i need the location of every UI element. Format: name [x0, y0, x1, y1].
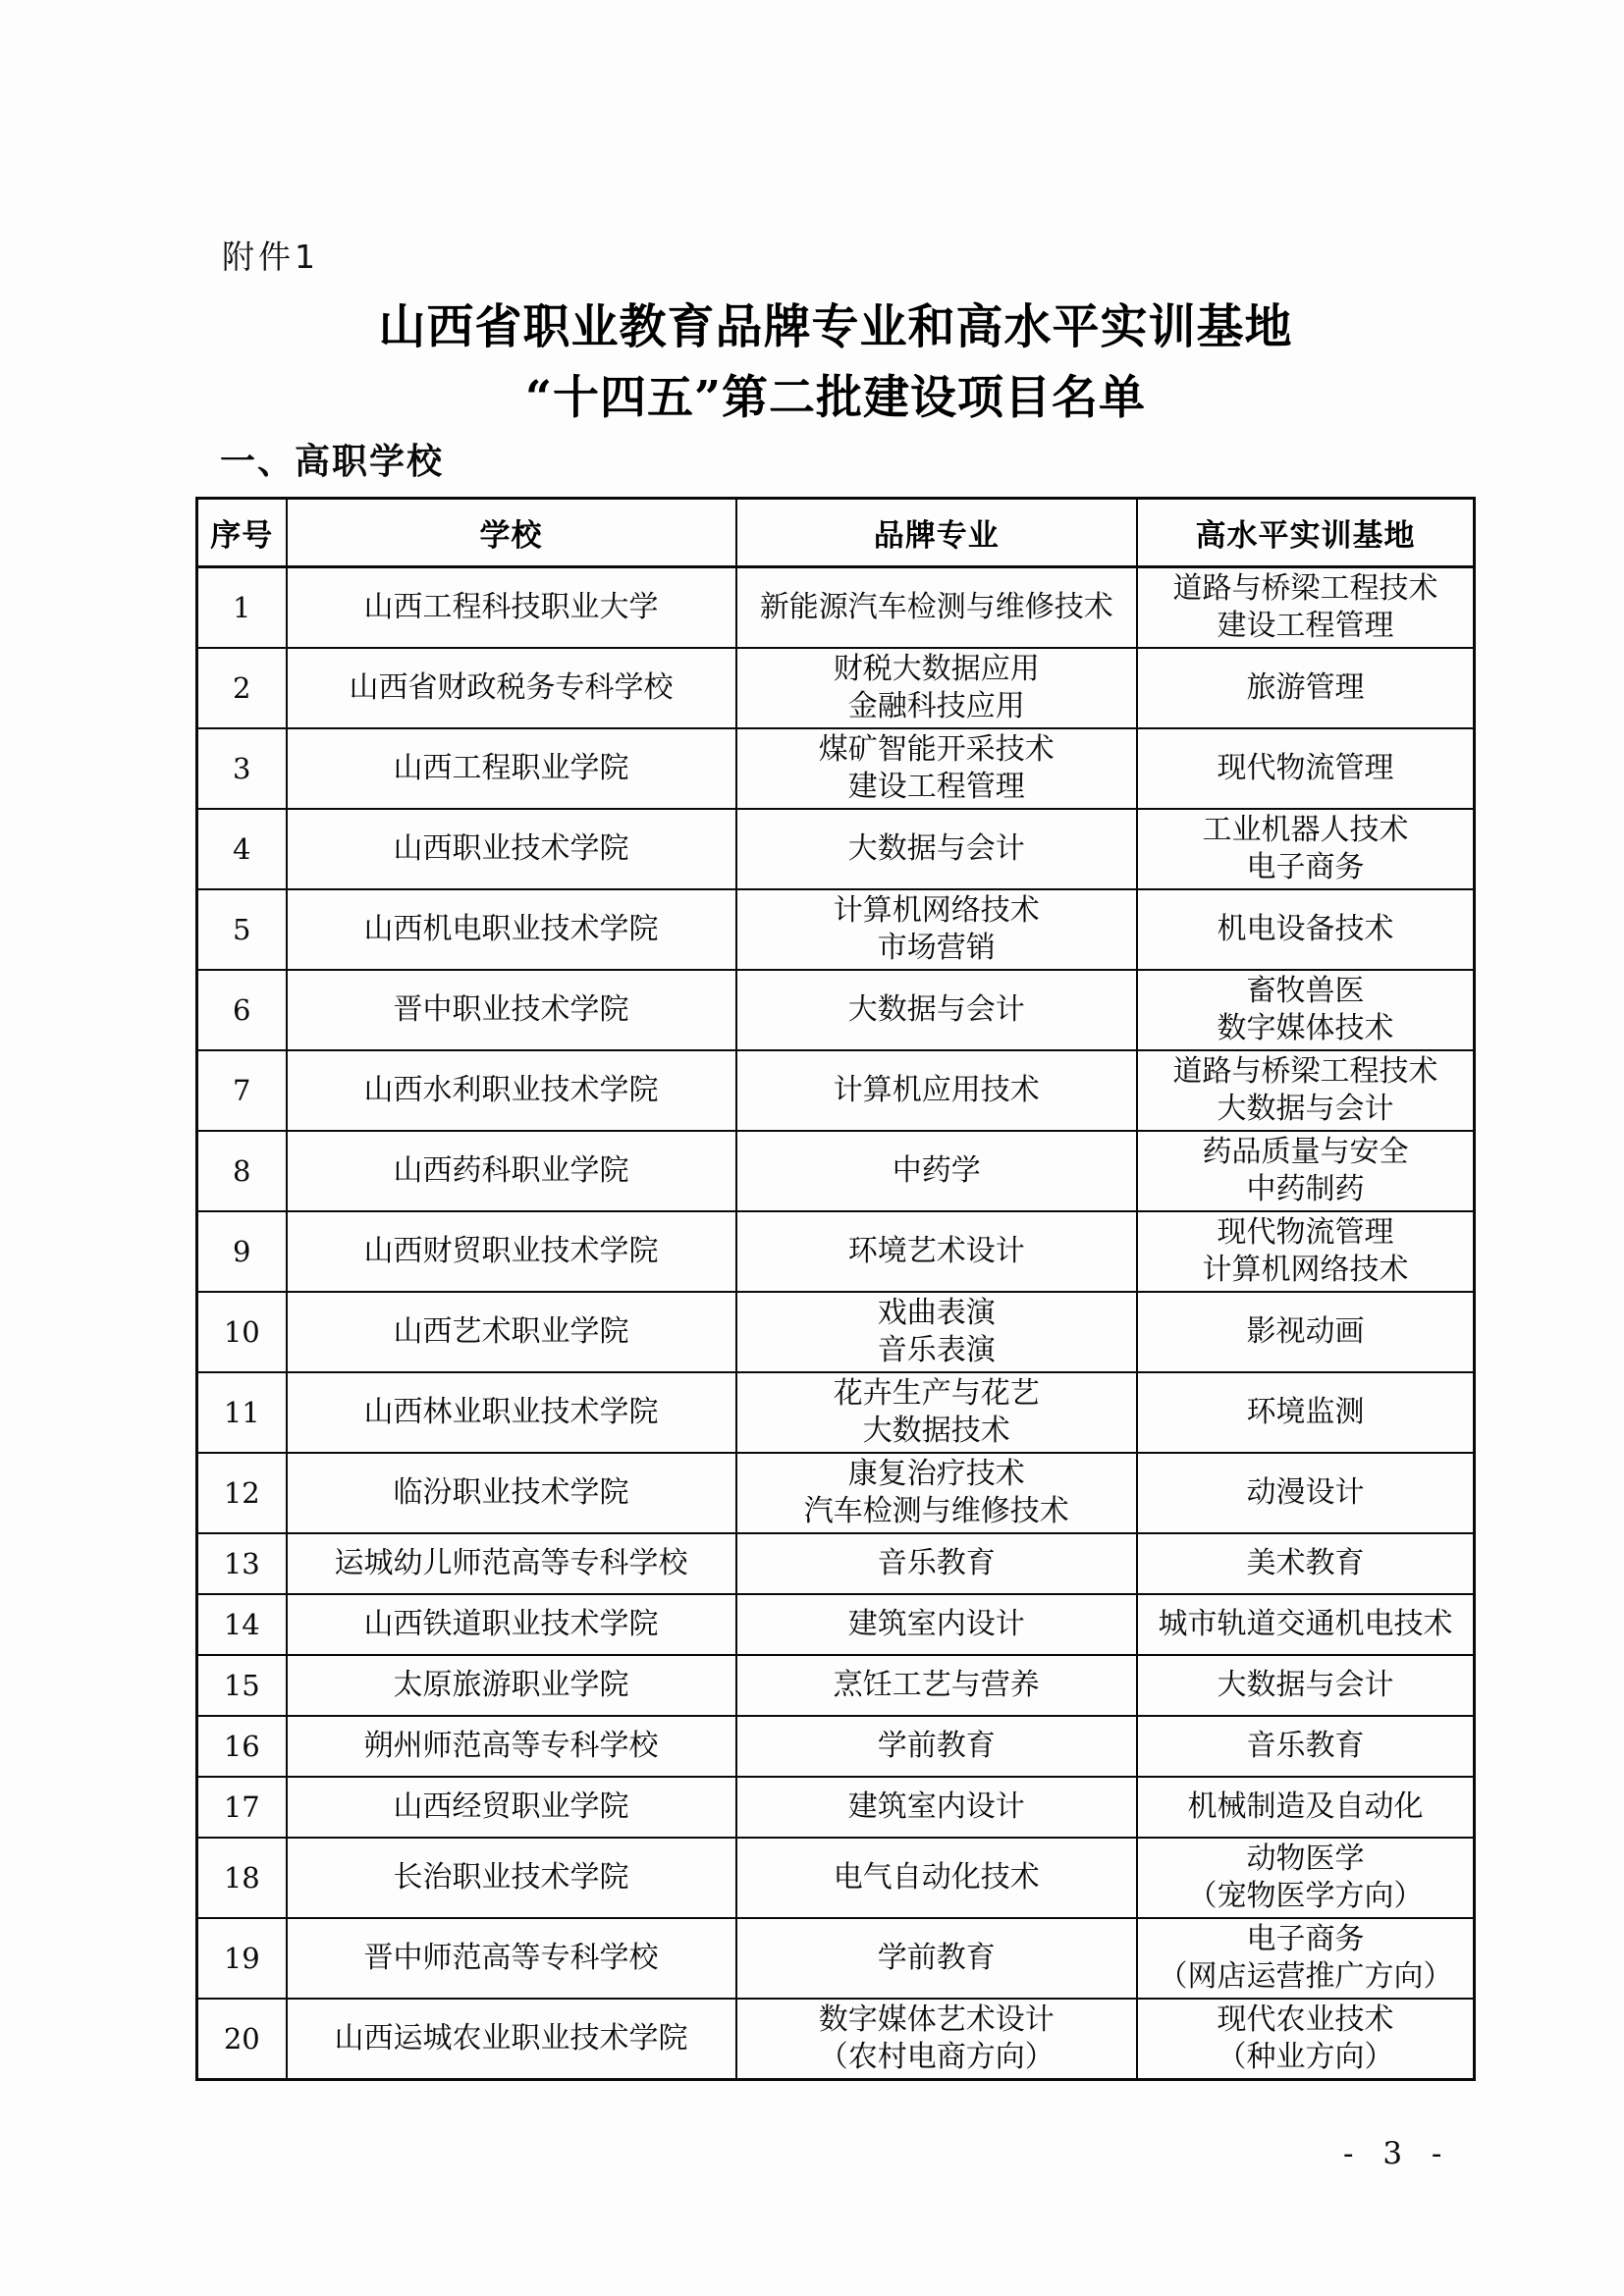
cell-line: 数字媒体艺术设计: [818, 2002, 1055, 2037]
cell-brand: [736, 1777, 1138, 1838]
table-body: [197, 567, 1475, 2080]
cell-brand: [736, 1211, 1138, 1292]
cell-school: [287, 1918, 736, 1999]
table-row: [197, 1292, 1475, 1372]
cell-line: 计算机网络技术: [833, 893, 1040, 928]
cell-base: [1137, 1292, 1474, 1372]
cell-line: 5: [233, 913, 251, 946]
cell-line: 现代物流管理: [1217, 751, 1394, 785]
cell-index: [197, 1999, 287, 2080]
cell-brand: [736, 648, 1138, 728]
table-row: [197, 1777, 1475, 1838]
cell-line: 朔州师范高等专科学校: [363, 1729, 659, 1763]
cell-brand: [736, 1716, 1138, 1777]
cell-school: [287, 728, 736, 809]
cell-index: [197, 1211, 287, 1292]
cell-line: 建筑室内设计: [847, 1607, 1025, 1641]
table-row: [197, 809, 1475, 889]
cell-line: 旅游管理: [1246, 670, 1365, 705]
cell-line: 城市轨道交通机电技术: [1158, 1607, 1453, 1641]
cell-base: [1137, 1211, 1474, 1292]
cell-index: [197, 728, 287, 809]
cell-line: （种业方向）: [1217, 2040, 1394, 2074]
attachment-label: 附件1: [222, 238, 319, 276]
cell-line: 中药学: [892, 1153, 981, 1188]
cell-line: 工业机器人技术: [1202, 813, 1409, 847]
cell-line: 山西工程职业学院: [393, 751, 629, 785]
table-row: [197, 728, 1475, 809]
document-title-line2: “十四五”第二批建设项目名单: [524, 371, 1147, 425]
cell-brand: [736, 1453, 1138, 1533]
cell-base: [1137, 1716, 1474, 1777]
cell-line: 大数据与会计: [1217, 1668, 1394, 1702]
cell-line: （宠物医学方向）: [1187, 1879, 1424, 1913]
cell-base: [1137, 1777, 1474, 1838]
cell-brand: [736, 728, 1138, 809]
cell-school: [287, 1716, 736, 1777]
cell-index: [197, 889, 287, 970]
cell-base: [1137, 1131, 1474, 1211]
cell-school: [287, 809, 736, 889]
cell-line: 戏曲表演: [877, 1296, 996, 1330]
page-number: - 3 -: [1343, 2136, 1452, 2171]
cell-brand: [736, 1292, 1138, 1372]
cell-base: [1137, 1838, 1474, 1918]
cell-line: 山西工程科技职业大学: [363, 590, 659, 624]
cell-line: 电子商务: [1246, 1922, 1365, 1956]
cell-line: 中药制药: [1246, 1172, 1365, 1206]
cell-base: [1137, 1999, 1474, 2080]
cell-brand: [736, 1050, 1138, 1131]
cell-line: 12: [223, 1476, 260, 1510]
cell-school: [287, 1533, 736, 1594]
cell-line: 环境艺术设计: [847, 1234, 1025, 1268]
cell-line: 数字媒体技术: [1217, 1011, 1394, 1045]
cell-line: 7: [233, 1074, 251, 1107]
cell-brand: [736, 1131, 1138, 1211]
cell-line: 1: [233, 591, 251, 624]
cell-line: 影视动画: [1246, 1314, 1365, 1349]
column-header-base: 高水平实训基地: [1137, 499, 1474, 567]
cell-line: 计算机网络技术: [1202, 1253, 1409, 1287]
cell-school: [287, 1050, 736, 1131]
cell-brand: [736, 1655, 1138, 1716]
cell-line: 山西林业职业技术学院: [363, 1395, 659, 1429]
cell-school: [287, 1777, 736, 1838]
cell-brand: [736, 1372, 1138, 1453]
cell-line: 金融科技应用: [847, 689, 1025, 723]
cell-line: 山西省财政税务专科学校: [349, 670, 674, 705]
cell-index: [197, 1292, 287, 1372]
cell-line: 药品质量与安全: [1202, 1135, 1409, 1169]
cell-school: [287, 1838, 736, 1918]
cell-line: 电子商务: [1246, 850, 1365, 884]
cell-line: 临汾职业技术学院: [393, 1475, 629, 1510]
cell-school: [287, 1655, 736, 1716]
cell-brand: [736, 889, 1138, 970]
table-row: [197, 1655, 1475, 1716]
cell-line: 财税大数据应用: [833, 652, 1040, 686]
table-row: [197, 1838, 1475, 1918]
cell-brand: [736, 567, 1138, 649]
cell-brand: [736, 1594, 1138, 1655]
cell-line: 建设工程管理: [1217, 609, 1394, 643]
cell-line: 晋中职业技术学院: [393, 992, 629, 1027]
cell-line: 学前教育: [877, 1729, 996, 1763]
table-row: [197, 1050, 1475, 1131]
cell-line: 建筑室内设计: [847, 1789, 1025, 1824]
table-row: [197, 1453, 1475, 1533]
cell-brand: [736, 1999, 1138, 2080]
cell-line: 13: [223, 1547, 260, 1580]
cell-line: 18: [223, 1861, 260, 1895]
cell-index: [197, 1716, 287, 1777]
document-title-line1: 山西省职业教育品牌专业和高水平实训基地: [378, 299, 1293, 354]
cell-school: [287, 1999, 736, 2080]
cell-index: [197, 1131, 287, 1211]
cell-line: 计算机应用技术: [833, 1073, 1040, 1107]
cell-school: [287, 648, 736, 728]
cell-line: 机械制造及自动化: [1187, 1789, 1424, 1824]
cell-base: [1137, 809, 1474, 889]
cell-line: 晋中师范高等专科学校: [363, 1941, 659, 1975]
cell-index: [197, 648, 287, 728]
cell-line: 花卉生产与花艺: [833, 1376, 1040, 1411]
cell-line: 动物医学: [1246, 1842, 1365, 1876]
cell-index: [197, 1918, 287, 1999]
table-row: [197, 648, 1475, 728]
table-row: [197, 1918, 1475, 1999]
cell-line: 市场营销: [877, 931, 996, 965]
cell-line: 20: [223, 2022, 260, 2056]
section-heading: 一、高职学校: [220, 442, 445, 482]
cell-school: [287, 567, 736, 649]
cell-index: [197, 809, 287, 889]
column-header-school: 学校: [287, 499, 736, 567]
cell-line: 15: [223, 1669, 260, 1702]
cell-brand: [736, 1838, 1138, 1918]
cell-school: [287, 889, 736, 970]
cell-line: 17: [223, 1790, 260, 1824]
cell-base: [1137, 728, 1474, 809]
cell-line: 6: [233, 993, 251, 1027]
cell-brand: [736, 970, 1138, 1050]
table-row: [197, 567, 1475, 649]
cell-line: 山西财贸职业技术学院: [363, 1234, 659, 1268]
cell-line: 山西水利职业技术学院: [363, 1073, 659, 1107]
cell-index: [197, 970, 287, 1050]
cell-line: 山西艺术职业学院: [393, 1314, 629, 1349]
cell-base: [1137, 1050, 1474, 1131]
cell-line: 山西药科职业学院: [393, 1153, 629, 1188]
cell-line: 美术教育: [1246, 1546, 1365, 1580]
table-row: [197, 1131, 1475, 1211]
cell-line: 烹饪工艺与营养: [833, 1668, 1040, 1702]
cell-index: [197, 1050, 287, 1131]
table-row: [197, 1716, 1475, 1777]
cell-base: [1137, 567, 1474, 649]
cell-line: 康复治疗技术: [847, 1457, 1025, 1491]
cell-line: 新能源汽车检测与维修技术: [759, 590, 1113, 624]
cell-line: 19: [223, 1942, 260, 1975]
table-row: [197, 1594, 1475, 1655]
cell-base: [1137, 648, 1474, 728]
cell-line: 运城幼儿师范高等专科学校: [334, 1546, 688, 1580]
cell-base: [1137, 1918, 1474, 1999]
cell-line: 8: [233, 1154, 251, 1188]
cell-line: 长治职业技术学院: [393, 1860, 629, 1895]
cell-line: 大数据与会计: [1217, 1092, 1394, 1126]
cell-line: 2: [233, 671, 251, 705]
cell-line: 音乐表演: [877, 1333, 996, 1367]
cell-line: 现代物流管理: [1217, 1215, 1394, 1250]
cell-line: 4: [233, 832, 251, 866]
cell-line: 山西运城农业职业技术学院: [334, 2021, 688, 2056]
column-header-brand: 品牌专业: [736, 499, 1138, 567]
cell-line: 现代农业技术: [1217, 2002, 1394, 2037]
cell-line: 道路与桥梁工程技术: [1172, 571, 1438, 606]
cell-index: [197, 1372, 287, 1453]
cell-index: [197, 1533, 287, 1594]
cell-line: 大数据与会计: [847, 992, 1025, 1027]
cell-line: 9: [233, 1235, 251, 1268]
cell-line: 11: [223, 1396, 260, 1429]
cell-base: [1137, 1453, 1474, 1533]
cell-brand: [736, 1918, 1138, 1999]
cell-line: 汽车检测与维修技术: [803, 1494, 1069, 1528]
project-table: [195, 497, 1476, 2081]
cell-line: 机电设备技术: [1217, 912, 1394, 946]
cell-line: 太原旅游职业学院: [393, 1668, 629, 1702]
cell-index: [197, 1655, 287, 1716]
table-header-row: [197, 499, 1475, 567]
cell-school: [287, 1131, 736, 1211]
table-row: [197, 889, 1475, 970]
cell-school: [287, 970, 736, 1050]
cell-index: [197, 1777, 287, 1838]
cell-line: 大数据技术: [862, 1414, 1010, 1448]
cell-line: 环境监测: [1246, 1395, 1365, 1429]
cell-line: 山西机电职业技术学院: [363, 912, 659, 946]
cell-line: 道路与桥梁工程技术: [1172, 1054, 1438, 1089]
cell-school: [287, 1372, 736, 1453]
cell-line: 3: [233, 752, 251, 785]
cell-line: 学前教育: [877, 1941, 996, 1975]
cell-base: [1137, 1533, 1474, 1594]
cell-index: [197, 1594, 287, 1655]
cell-index: [197, 1838, 287, 1918]
cell-base: [1137, 1372, 1474, 1453]
cell-base: [1137, 1594, 1474, 1655]
cell-line: 大数据与会计: [847, 831, 1025, 866]
cell-line: 14: [223, 1608, 260, 1641]
table-row: [197, 970, 1475, 1050]
cell-base: [1137, 970, 1474, 1050]
cell-line: 山西经贸职业学院: [393, 1789, 629, 1824]
cell-school: [287, 1211, 736, 1292]
cell-index: [197, 1453, 287, 1533]
cell-school: [287, 1292, 736, 1372]
cell-line: 动漫设计: [1246, 1475, 1365, 1510]
cell-line: 音乐教育: [1246, 1729, 1365, 1763]
cell-line: 煤矿智能开采技术: [818, 732, 1055, 767]
cell-base: [1137, 1655, 1474, 1716]
cell-index: [197, 567, 287, 649]
cell-base: [1137, 889, 1474, 970]
cell-brand: [736, 1533, 1138, 1594]
cell-line: 电气自动化技术: [833, 1860, 1040, 1895]
table-row: [197, 1999, 1475, 2080]
table-row: [197, 1533, 1475, 1594]
cell-school: [287, 1453, 736, 1533]
cell-line: 建设工程管理: [847, 770, 1025, 804]
table-row: [197, 1211, 1475, 1292]
cell-brand: [736, 809, 1138, 889]
cell-line: 16: [223, 1730, 260, 1763]
column-header-index: 序号: [197, 499, 287, 567]
cell-line: 山西铁道职业技术学院: [363, 1607, 659, 1641]
table-row: [197, 1372, 1475, 1453]
cell-school: [287, 1594, 736, 1655]
cell-line: （农村电商方向）: [818, 2040, 1055, 2074]
cell-line: 畜牧兽医: [1246, 974, 1365, 1008]
cell-line: 音乐教育: [877, 1546, 996, 1580]
cell-line: （网店运营推广方向）: [1158, 1959, 1453, 1994]
cell-line: 10: [223, 1315, 260, 1349]
cell-line: 山西职业技术学院: [393, 831, 629, 866]
